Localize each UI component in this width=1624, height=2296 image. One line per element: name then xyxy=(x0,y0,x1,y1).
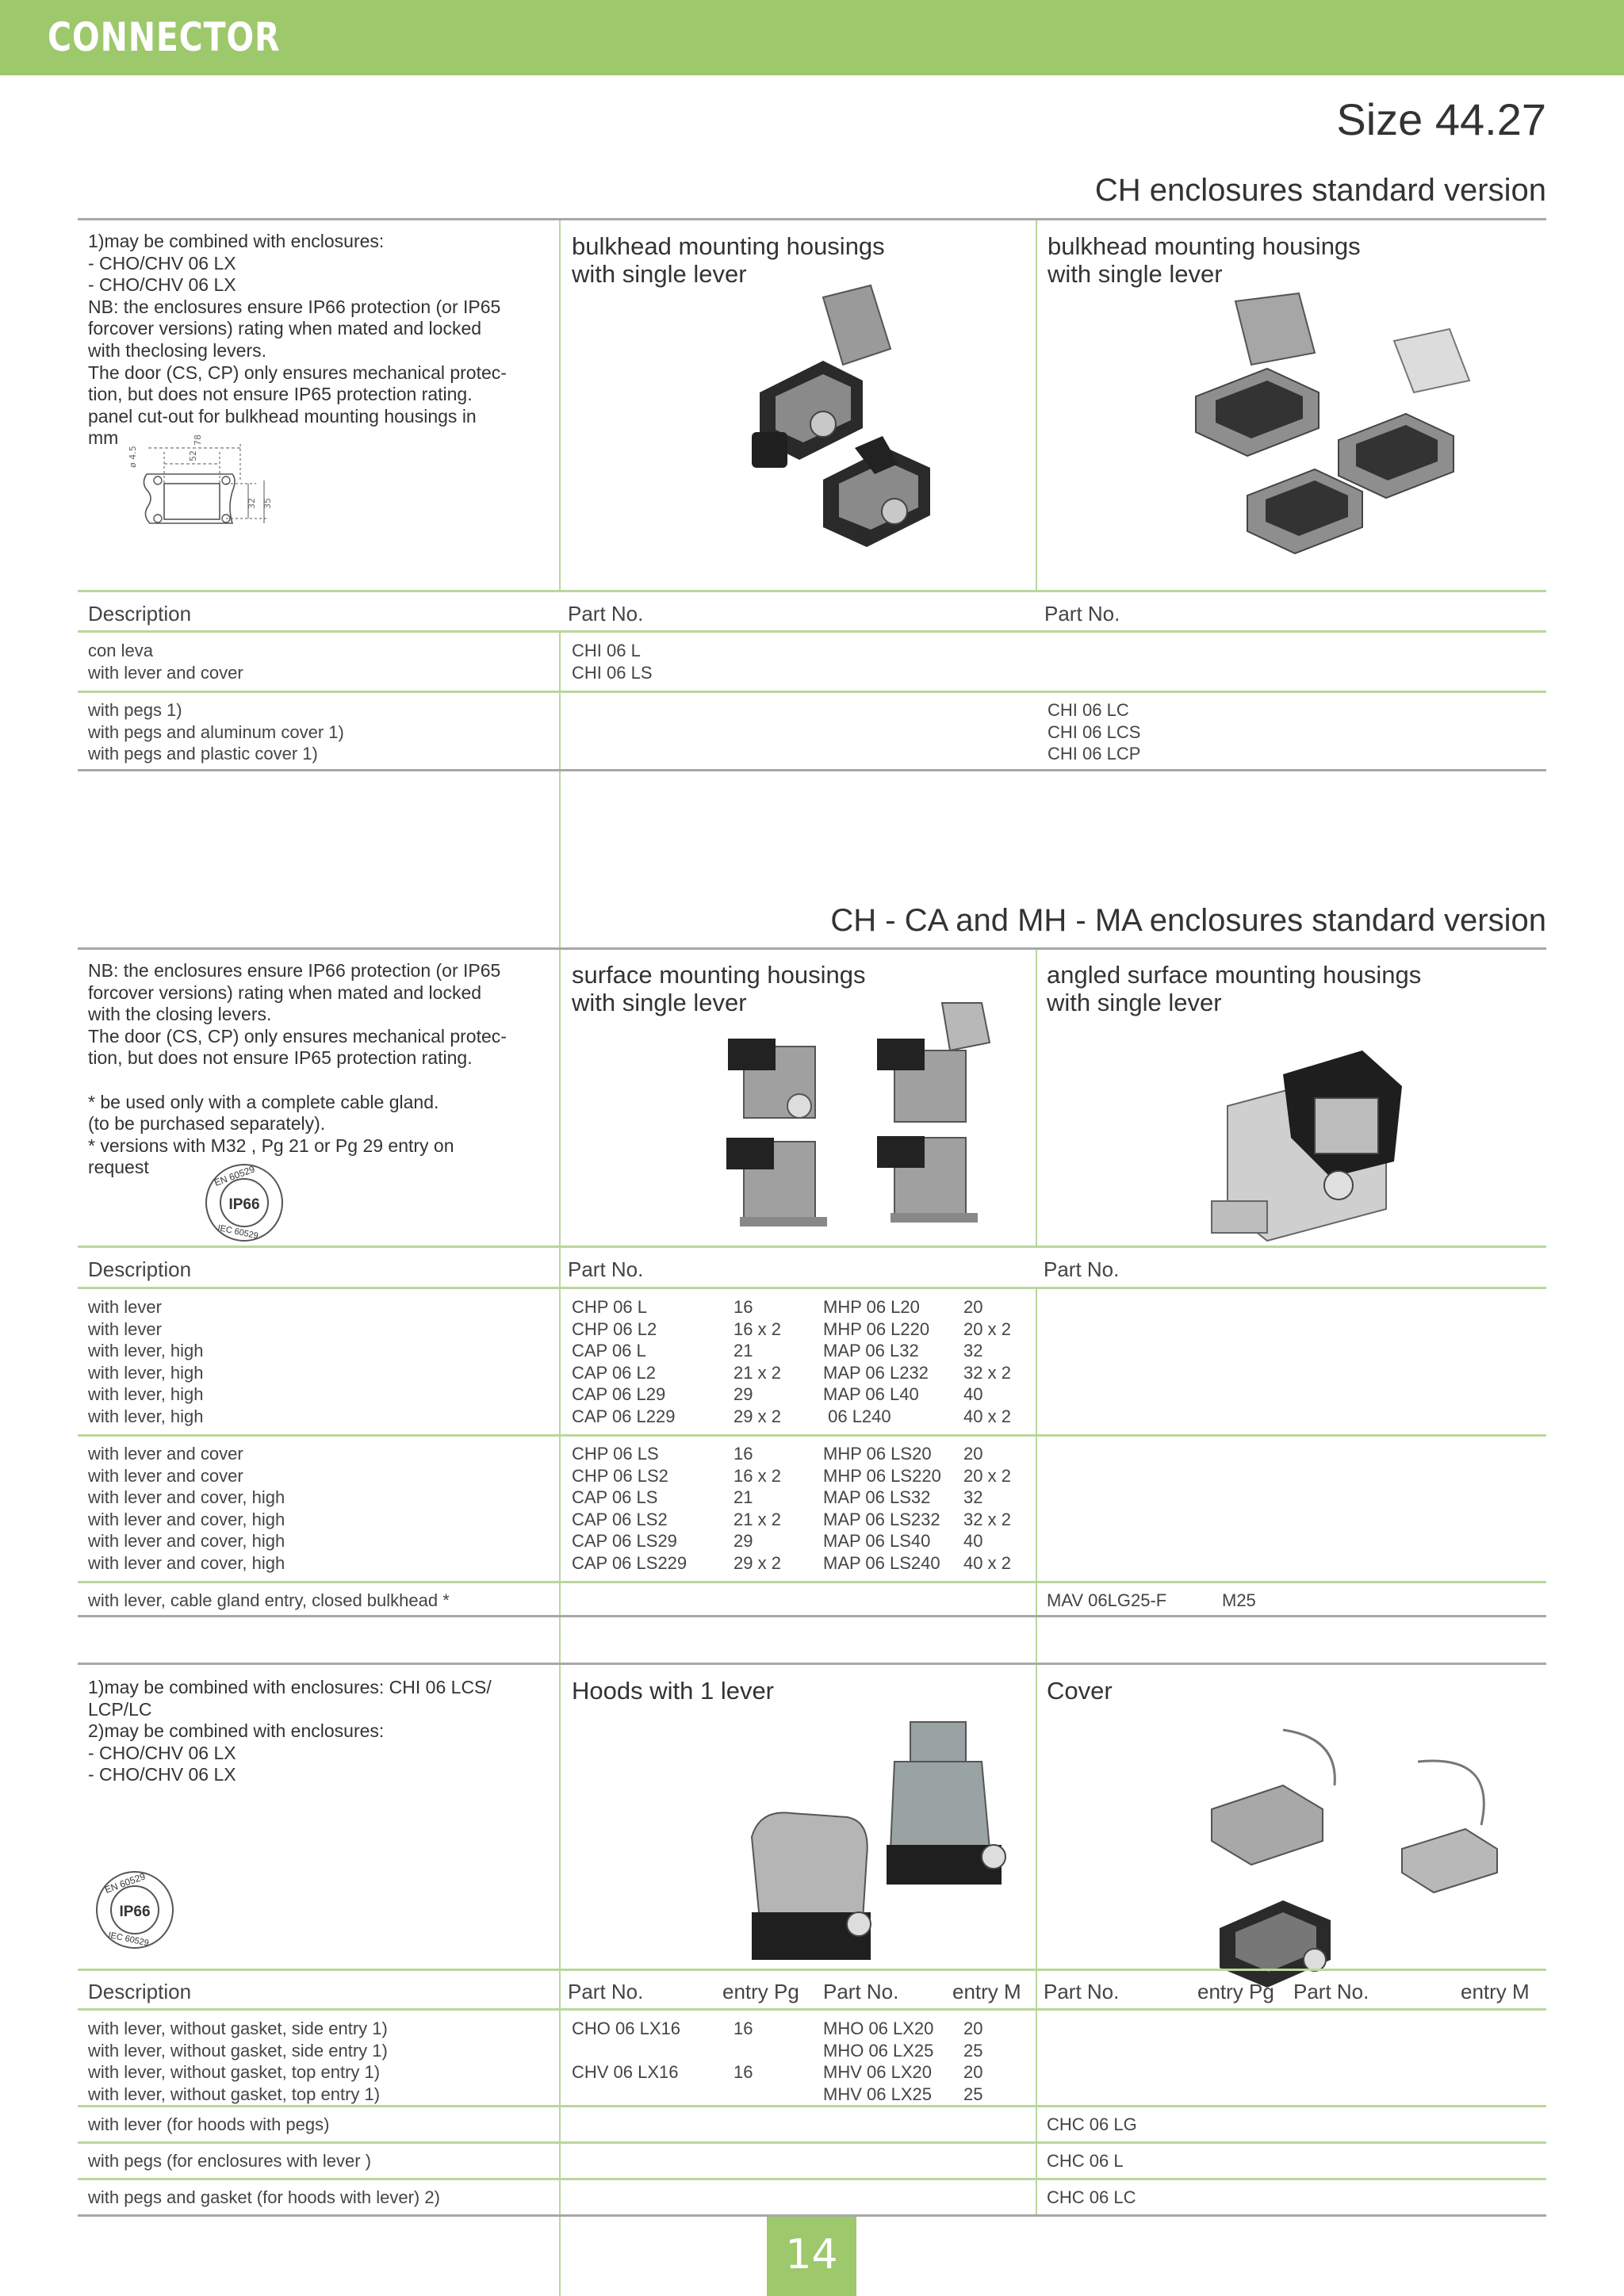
section3-rowA-desc: with lever, without gasket, side entry 1) with lever, without gasket, side entry 1) with lever, without gasket, top entry 1) with lever, without gasket, top entry 1) xyxy=(88,2019,388,2104)
section3-part-header-3: Part No. xyxy=(1044,1980,1120,2003)
section1-col-divider xyxy=(1036,220,1037,591)
section3-entry-pg-header-2: entry Pg xyxy=(1197,1980,1274,2003)
section3-row-rule xyxy=(78,2105,1546,2107)
section3-rowA-entry2: 20 25 20 25 xyxy=(963,2019,983,2104)
section2-rowA-part2: MHP 06 L20 MHP 06 L220 MAP 06 L32 MAP 06 L232 MAP 06 L40 06 L240 xyxy=(823,1297,930,1426)
size-title: Size 44.27 xyxy=(1336,94,1546,144)
section3-rowA-part2: MHO 06 LX20 MHO 06 LX25 MHV 06 LX20 MHV 06 LX25 xyxy=(823,2019,934,2104)
section3-rowA-part1: CHO 06 LX16 CHV 06 LX16 xyxy=(572,2019,680,2083)
bulkhead-housing-image xyxy=(704,285,958,547)
cover-with-cable xyxy=(1212,1730,1335,1865)
section1-row1-part: CHI 06 L CHI 06 LS xyxy=(572,641,653,683)
section2-rowA-part1: CHP 06 L CHP 06 L2 CAP 06 L CAP 06 L2 CAP 06 L29 CAP 06 L229 xyxy=(572,1297,676,1426)
section1-row-rule xyxy=(78,630,1546,633)
section2-col-divider xyxy=(1036,950,1037,1247)
brand-title: CONNECTOR xyxy=(48,14,281,60)
section2-row-rule xyxy=(78,1287,1546,1289)
section2-part-header-2: Part No. xyxy=(1044,1257,1120,1281)
section1-header-rule xyxy=(78,590,1546,592)
housing-with-alu-cover xyxy=(1196,293,1319,456)
surface-housing-image xyxy=(665,1003,1013,1241)
section2-rowC-desc: with lever, cable gland entry, closed bulkhead * xyxy=(88,1590,450,1610)
surface-housing-2 xyxy=(877,1003,990,1122)
section3-entry-m-header: entry M xyxy=(952,1980,1021,2003)
housing-with-plastic-cover xyxy=(1339,329,1469,498)
section2-rowC-part: MAV 06LG25-F xyxy=(1047,1590,1167,1610)
header-bar xyxy=(0,0,1624,75)
section2-desc-header: Description xyxy=(88,1257,192,1281)
hood-image xyxy=(672,1714,1037,1999)
ip66-badge-bottom: IEC 60529 xyxy=(107,1930,150,1949)
ip66-badge xyxy=(94,1869,181,1956)
section2-table xyxy=(78,947,1546,1621)
section3-entry-pg-header: entry Pg xyxy=(722,1980,799,2003)
panel-cutout-drawing xyxy=(129,436,288,555)
section1-note: 1)may be combined with enclosures: - CHO/CHV 06 LX - CHO/CHV 06 LX NB: the enclosures ensure IP66 protection (or IP65 forcover versions) rating when mated and locked with theclosing levers. The door (CS, CP) only ensures mechanical protec- tion, but does not ensure IP65 protection rating. panel cut-out for bulkhead mounting housings in mm xyxy=(88,231,507,449)
section2-rowA-desc: with lever with lever with lever, high with lever, high with lever, high with lever, high xyxy=(88,1297,204,1426)
section2-rowC-entry: M25 xyxy=(1222,1590,1256,1610)
surface-housing-3 xyxy=(726,1138,827,1226)
section2-rowB-entry1: 16 16 x 2 21 21 x 2 29 29 x 2 xyxy=(733,1444,781,1573)
drawing-label-width-inner: 52 xyxy=(188,450,198,461)
section3-row2-desc: with pegs (for enclosures with lever ) xyxy=(88,2151,372,2171)
section3-row-rule xyxy=(78,2008,1546,2011)
housing-with-pegs xyxy=(1247,469,1362,553)
section2-header-rule xyxy=(78,1246,1546,1248)
section1-top-rule xyxy=(78,218,1546,220)
surface-housing-1 xyxy=(728,1039,815,1118)
ip66-badge xyxy=(203,1161,290,1249)
section1-col3-caption: bulkhead mounting housings with single lever xyxy=(1048,232,1361,288)
section1-row1-desc: con leva with lever and cover xyxy=(88,641,243,683)
section1-part-header: Part No. xyxy=(568,602,644,626)
bulkhead-housing-lower xyxy=(823,436,930,547)
section2-title: CH - CA and MH - MA enclosures standard version xyxy=(830,903,1546,938)
drawing-label-diameter: ø 4.5 xyxy=(128,446,138,468)
section2-rowA-entry2: 20 20 x 2 32 32 x 2 40 40 x 2 xyxy=(963,1297,1011,1426)
section2-rowA-entry1: 16 16 x 2 21 21 x 2 29 29 x 2 xyxy=(733,1297,781,1426)
section3-row-rule xyxy=(78,2178,1546,2180)
section3-entry-m-header-2: entry M xyxy=(1461,1980,1530,2003)
section3-note: 1)may be combined with enclosures: CHI 06 LCS/ LCP/LC 2)may be combined with enclosures: - CHO/CHV 06 LX - CHO/CHV 06 LX xyxy=(88,1677,492,1785)
section3-top-rule xyxy=(78,1663,1546,1665)
section1-title: CH enclosures standard version xyxy=(1094,173,1546,208)
section3-desc-header: Description xyxy=(88,1980,192,2003)
section2-col2-caption: surface mounting housings with single lever xyxy=(572,961,866,1016)
section3-row2-part: CHC 06 L xyxy=(1047,2151,1124,2171)
section3-row3-desc: with pegs and gasket (for hoods with lever) 2) xyxy=(88,2187,440,2207)
ip66-badge-label: IP66 xyxy=(119,1904,151,1920)
ip66-badge-top: EN 60529 xyxy=(103,1870,147,1896)
surface-housing-4 xyxy=(877,1136,978,1223)
section3-row-rule xyxy=(78,2141,1546,2144)
section2-top-rule xyxy=(78,947,1546,950)
section1-col2-caption: bulkhead mounting housings with single lever xyxy=(572,232,885,288)
section2-part-header: Part No. xyxy=(568,1257,644,1281)
ip66-badge-bottom: IEC 60529 xyxy=(216,1223,259,1242)
section1-desc-header: Description xyxy=(88,602,192,626)
section1-row2-part: CHI 06 LC CHI 06 LCS CHI 06 LCP xyxy=(1048,700,1141,764)
ip66-badge-top: EN 60529 xyxy=(213,1163,257,1188)
bulkhead-housing-cover-image xyxy=(1180,293,1545,571)
ip66-badge-label: IP66 xyxy=(228,1196,260,1213)
section3-row1-part: CHC 06 LG xyxy=(1047,2114,1137,2134)
page-number: 14 xyxy=(785,2231,838,2279)
section3-row3-part: CHC 06 LC xyxy=(1047,2187,1136,2207)
section2-rowB-part1: CHP 06 LS CHP 06 LS2 CAP 06 LS CAP 06 LS2 CAP 06 LS29 CAP 06 LS229 xyxy=(572,1444,688,1573)
section3-table xyxy=(78,1663,1546,2218)
section1-row2-desc: with pegs 1) with pegs and aluminum cover 1) with pegs and plastic cover 1) xyxy=(88,700,344,764)
section2-note: NB: the enclosures ensure IP66 protection (or IP65 forcover versions) rating when mated and locked with the closing levers. The door (CS, CP) only ensures mechanical protec- tion, but does not ensure IP65 protection rating. * be used only with a complete cable gland. (to be purchased separately). * versions with M32 , Pg 21 or Pg 29 entry on request xyxy=(88,960,507,1178)
section1-row-rule xyxy=(78,691,1546,693)
hood-side-entry xyxy=(752,1812,871,1960)
section3-part-header-2: Part No. xyxy=(823,1980,899,2003)
section1-table xyxy=(78,218,1546,773)
section3-rowA-entry1: 16 16 xyxy=(733,2019,753,2083)
section2-bottom-rule xyxy=(78,1615,1546,1617)
drawing-label-width-outer: 78 xyxy=(193,434,203,446)
hood-top-entry xyxy=(887,1722,1005,1885)
cover-base-housing xyxy=(1220,1900,1331,1988)
section3-part-header: Part No. xyxy=(568,1980,644,2003)
drawing-label-height-outer: 35 xyxy=(262,498,273,509)
page-number-box xyxy=(767,2217,856,2296)
cover-image xyxy=(1164,1722,1529,2007)
drawing-label-height-inner: 32 xyxy=(247,498,257,509)
section2-rowB-part2: MHP 06 LS20 MHP 06 LS220 MAP 06 LS32 MAP 06 LS232 MAP 06 LS40 MAP 06 LS240 xyxy=(823,1444,941,1573)
section1-bottom-rule xyxy=(78,769,1546,771)
section3-part-header-4: Part No. xyxy=(1293,1980,1369,2003)
section1-col-divider xyxy=(559,220,561,591)
section3-row1-desc: with lever (for hoods with pegs) xyxy=(88,2114,330,2134)
section1-part-header-2: Part No. xyxy=(1044,602,1120,626)
section2-row-rule xyxy=(78,1434,1546,1437)
section2-rowB-entry2: 20 20 x 2 32 32 x 2 40 40 x 2 xyxy=(963,1444,1011,1573)
section1-col-divider xyxy=(559,633,561,989)
section2-rowB-desc: with lever and cover with lever and cover with lever and cover, high with lever and cover, high with lever and cover, high with lever and cover, high xyxy=(88,1444,285,1573)
bulkhead-housing-upper xyxy=(752,285,891,468)
section2-row-rule xyxy=(78,1581,1546,1583)
section3-col3-caption: Cover xyxy=(1047,1677,1113,1705)
cover-small-with-cable xyxy=(1402,1761,1497,1892)
angled-housing-image xyxy=(1196,1043,1450,1249)
section3-col2-caption: Hoods with 1 lever xyxy=(572,1677,775,1705)
section2-col3-caption: angled surface mounting housings with single lever xyxy=(1047,961,1422,1016)
section3-header-rule xyxy=(78,1969,1546,1971)
